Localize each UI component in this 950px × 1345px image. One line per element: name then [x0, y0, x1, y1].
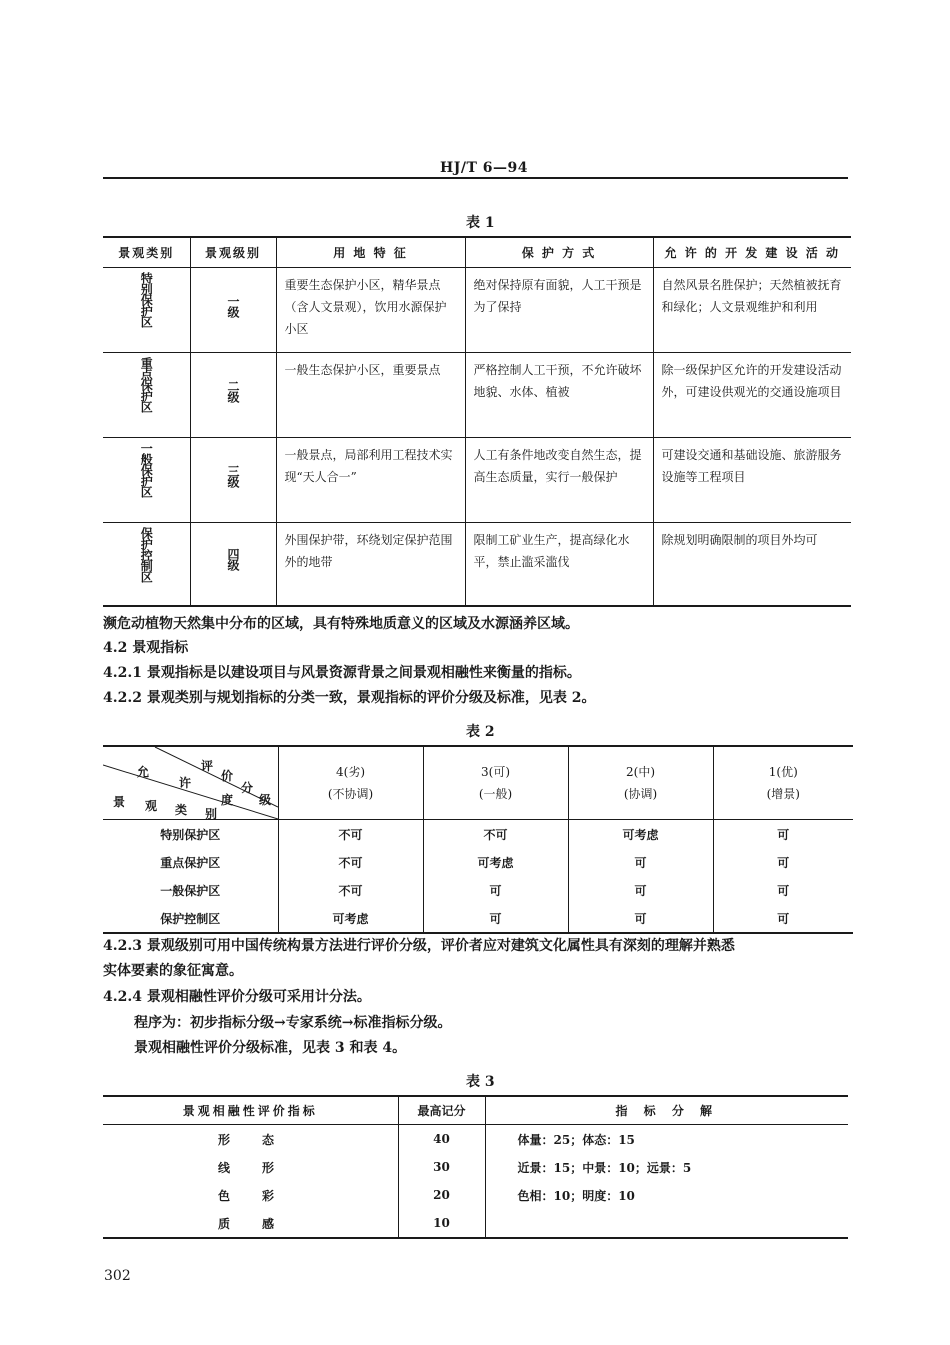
table1-header-cell: 允 许 的 开 发 建 设 活 动	[653, 237, 851, 268]
level-label: 二级	[226, 379, 240, 402]
table1-protection-cell: 人工有条件地改变自然生态，提高生态质量，实行一般保护	[465, 438, 653, 523]
table3-index-cell	[103, 1153, 398, 1181]
table2-caption: 表 2	[466, 724, 495, 740]
table1-level-cell	[190, 523, 276, 606]
section-heading: 4.2 景观指标	[103, 640, 189, 656]
index-char: 线	[218, 1160, 231, 1175]
table1-development-cell: 除规划明确限制的项目外均可	[661, 533, 818, 547]
diagonal-char: 类	[175, 803, 188, 817]
table1-row	[103, 268, 851, 353]
table3-breakdown-cell	[485, 1209, 848, 1238]
table2-header-row	[103, 746, 853, 820]
table3-score-cell: 10	[398, 1209, 485, 1238]
category-label: 保护控制区	[139, 527, 154, 582]
diagonal-char: 价	[221, 769, 234, 783]
paragraph: 实体要素的象征寓意。	[103, 963, 243, 979]
table1	[103, 236, 851, 607]
table1-caption: 表 1	[466, 215, 495, 231]
level-label: 一级	[226, 294, 240, 317]
table2-value-cell: 不可	[278, 848, 423, 876]
table2-grade-header	[713, 746, 853, 820]
grade-score: 1(优)	[768, 765, 798, 779]
table3-row	[103, 1181, 848, 1209]
table1-development-cell: 可建设交通和基础设施、旅游服务设施等工程项目	[653, 438, 851, 523]
page-number: 302	[104, 1268, 131, 1284]
paragraph: 4.2.2 景观类别与规划指标的分类一致，景观指标的评价分级及标准，见表 2。	[103, 690, 596, 706]
grade-label: (增景)	[766, 787, 800, 801]
index-char: 态	[261, 1132, 274, 1147]
table1-protection-cell: 限制工矿业生产，提高绿化水平，禁止滥采滥伐	[465, 523, 653, 606]
grade-label: (协调)	[623, 787, 658, 801]
paragraph: 4.2.3 景观级别可用中国传统构景方法进行评价分级，评价者应对建筑文化属性具有深刻的理解并熟悉	[103, 938, 735, 954]
table3-header-cell: 景观相融性评价指标	[103, 1096, 398, 1125]
table1-development-cell: 除一级保护区允许的开发建设活动外，可建设供观光的交通设施项目	[653, 353, 851, 438]
table2-value-cell: 不可	[278, 820, 423, 849]
table1-category-cell	[103, 268, 190, 353]
level-label: 三级	[226, 464, 240, 487]
table1-row	[103, 438, 851, 523]
table1-feature-cell: 外围保护带，环绕划定保护范围外的地带	[276, 523, 465, 606]
table3-header-row	[103, 1096, 848, 1125]
table3-row	[103, 1209, 848, 1238]
index-char: 质	[218, 1216, 231, 1231]
table3-score-cell: 30	[398, 1153, 485, 1181]
table3-row	[103, 1125, 848, 1154]
table3-header-cell: 最高记分	[398, 1096, 485, 1125]
table3-score-cell: 40	[398, 1125, 485, 1154]
table2-value-cell: 可考虑	[568, 820, 713, 849]
category-label: 特别保护区	[139, 272, 154, 327]
category-label: 一般保护区	[139, 442, 154, 497]
table2-value-cell: 可	[568, 876, 713, 904]
diagonal-char: 允	[137, 765, 150, 779]
table2-value-cell: 可	[777, 883, 790, 898]
paragraph: 程序为：初步指标分级→专家系统→标准指标分级。	[134, 1015, 452, 1031]
table2-value-cell: 不可	[423, 820, 568, 849]
table2-value-cell: 可	[568, 904, 713, 933]
table2-zone-cell: 保护控制区	[103, 904, 278, 933]
diagonal-char: 级	[259, 793, 272, 807]
table2-grade-header	[278, 746, 423, 820]
table1-feature-cell: 一般景点，局部利用工程技术实现“天人合一”	[276, 438, 465, 523]
table1-development-cell: 自然风景名胜保护；天然植被抚育和绿化；人文景观维护和利用	[653, 268, 851, 353]
table1-category-cell	[103, 438, 190, 523]
index-char: 彩	[261, 1188, 274, 1203]
table2-value-cell: 可考虑	[278, 904, 423, 933]
table1-row	[103, 523, 851, 606]
table3	[103, 1095, 848, 1239]
level-label: 四级	[226, 548, 240, 571]
table1-feature-cell: 重要生态保护小区，精华景点（含人文景观），饮用水源保护小区	[276, 268, 465, 353]
diagonal-char: 许	[179, 776, 192, 790]
table2-grade-header	[423, 746, 568, 820]
grade-score: 2(中)	[626, 765, 655, 779]
table1-header-cell: 保 护 方 式	[465, 237, 653, 268]
table3-breakdown-cell: 色相：10；明度：10	[517, 1188, 635, 1203]
table1-level-cell	[190, 353, 276, 438]
table2-value-cell: 不可	[278, 876, 423, 904]
table1-row	[103, 353, 851, 438]
table3-breakdown-cell: 近景：15；中景：10；远景：5	[517, 1160, 692, 1175]
paragraph: 濒危动植物天然集中分布的区域，具有特殊地质意义的区域及水源涵养区域。	[103, 616, 579, 632]
table1-category-cell	[103, 523, 190, 606]
table1-protection-cell: 绝对保持原有面貌，人工干预是为了保持	[465, 268, 653, 353]
table3-index-cell	[103, 1209, 398, 1238]
grade-label: (不协调)	[327, 787, 374, 801]
table3-breakdown-cell: 体量：25；体态：15	[517, 1132, 635, 1147]
table1-category-cell	[103, 353, 190, 438]
diagonal-char: 分	[241, 781, 254, 795]
grade-score: 4(劣)	[336, 765, 365, 779]
table2-grade-header	[568, 746, 713, 820]
diagonal-char: 观	[145, 799, 158, 813]
table2-zone-cell: 一般保护区	[103, 876, 278, 904]
diagonal-char: 度	[221, 793, 234, 807]
grade-label: (一般)	[478, 787, 513, 801]
table2-value-cell: 可	[423, 876, 568, 904]
table3-caption: 表 3	[466, 1074, 495, 1090]
table1-level-cell	[190, 438, 276, 523]
table2-value-cell: 可	[568, 848, 713, 876]
standard-code-header: HJ/T 6—94	[440, 160, 528, 176]
table2-value-cell: 可	[777, 911, 790, 926]
diagonal-char: 评	[201, 759, 214, 773]
table2-row	[103, 876, 853, 904]
index-char: 形	[218, 1132, 231, 1147]
table2-zone-cell: 重点保护区	[103, 848, 278, 876]
table1-level-cell	[190, 268, 276, 353]
paragraph: 4.2.1 景观指标是以建设项目与风景资源背景之间景观相融性来衡量的指标。	[103, 665, 581, 681]
header-rule	[103, 177, 848, 179]
table2	[103, 745, 853, 934]
grade-score: 3(可)	[481, 765, 510, 779]
table2-value-cell: 可	[777, 855, 790, 870]
table3-index-cell	[103, 1125, 398, 1154]
table2-value-cell: 可	[423, 904, 568, 933]
table1-feature-cell: 一般生态保护小区，重要景点	[276, 353, 465, 438]
table1-header-cell: 用 地 特 征	[276, 237, 465, 268]
table1-header-cell: 景观类别	[103, 237, 190, 268]
table1-header-cell: 景观级别	[190, 237, 276, 268]
paragraph: 4.2.4 景观相融性评价分级可采用计分法。	[103, 989, 371, 1005]
table2-value-cell: 可考虑	[423, 848, 568, 876]
table3-header-cell: 指 标 分 解	[485, 1096, 848, 1125]
table2-row	[103, 848, 853, 876]
table3-score-cell: 20	[398, 1181, 485, 1209]
diagonal-char: 景	[113, 795, 126, 809]
paragraph: 景观相融性评价分级标准，见表 3 和表 4。	[134, 1040, 407, 1056]
table1-protection-cell: 严格控制人工干预，不允许破坏地貌、水体、植被	[465, 353, 653, 438]
category-label: 重点保护区	[139, 357, 154, 412]
table2-row	[103, 904, 853, 933]
index-char: 色	[218, 1188, 231, 1203]
table3-row	[103, 1153, 848, 1181]
index-char: 形	[261, 1160, 274, 1175]
table2-zone-cell: 特别保护区	[103, 820, 278, 849]
table1-header-row	[103, 237, 851, 268]
table2-diagonal-header	[103, 746, 278, 820]
table2-value-cell: 可	[777, 827, 790, 842]
table3-index-cell	[103, 1181, 398, 1209]
diagonal-char: 别	[205, 807, 218, 821]
index-char: 感	[261, 1216, 274, 1231]
